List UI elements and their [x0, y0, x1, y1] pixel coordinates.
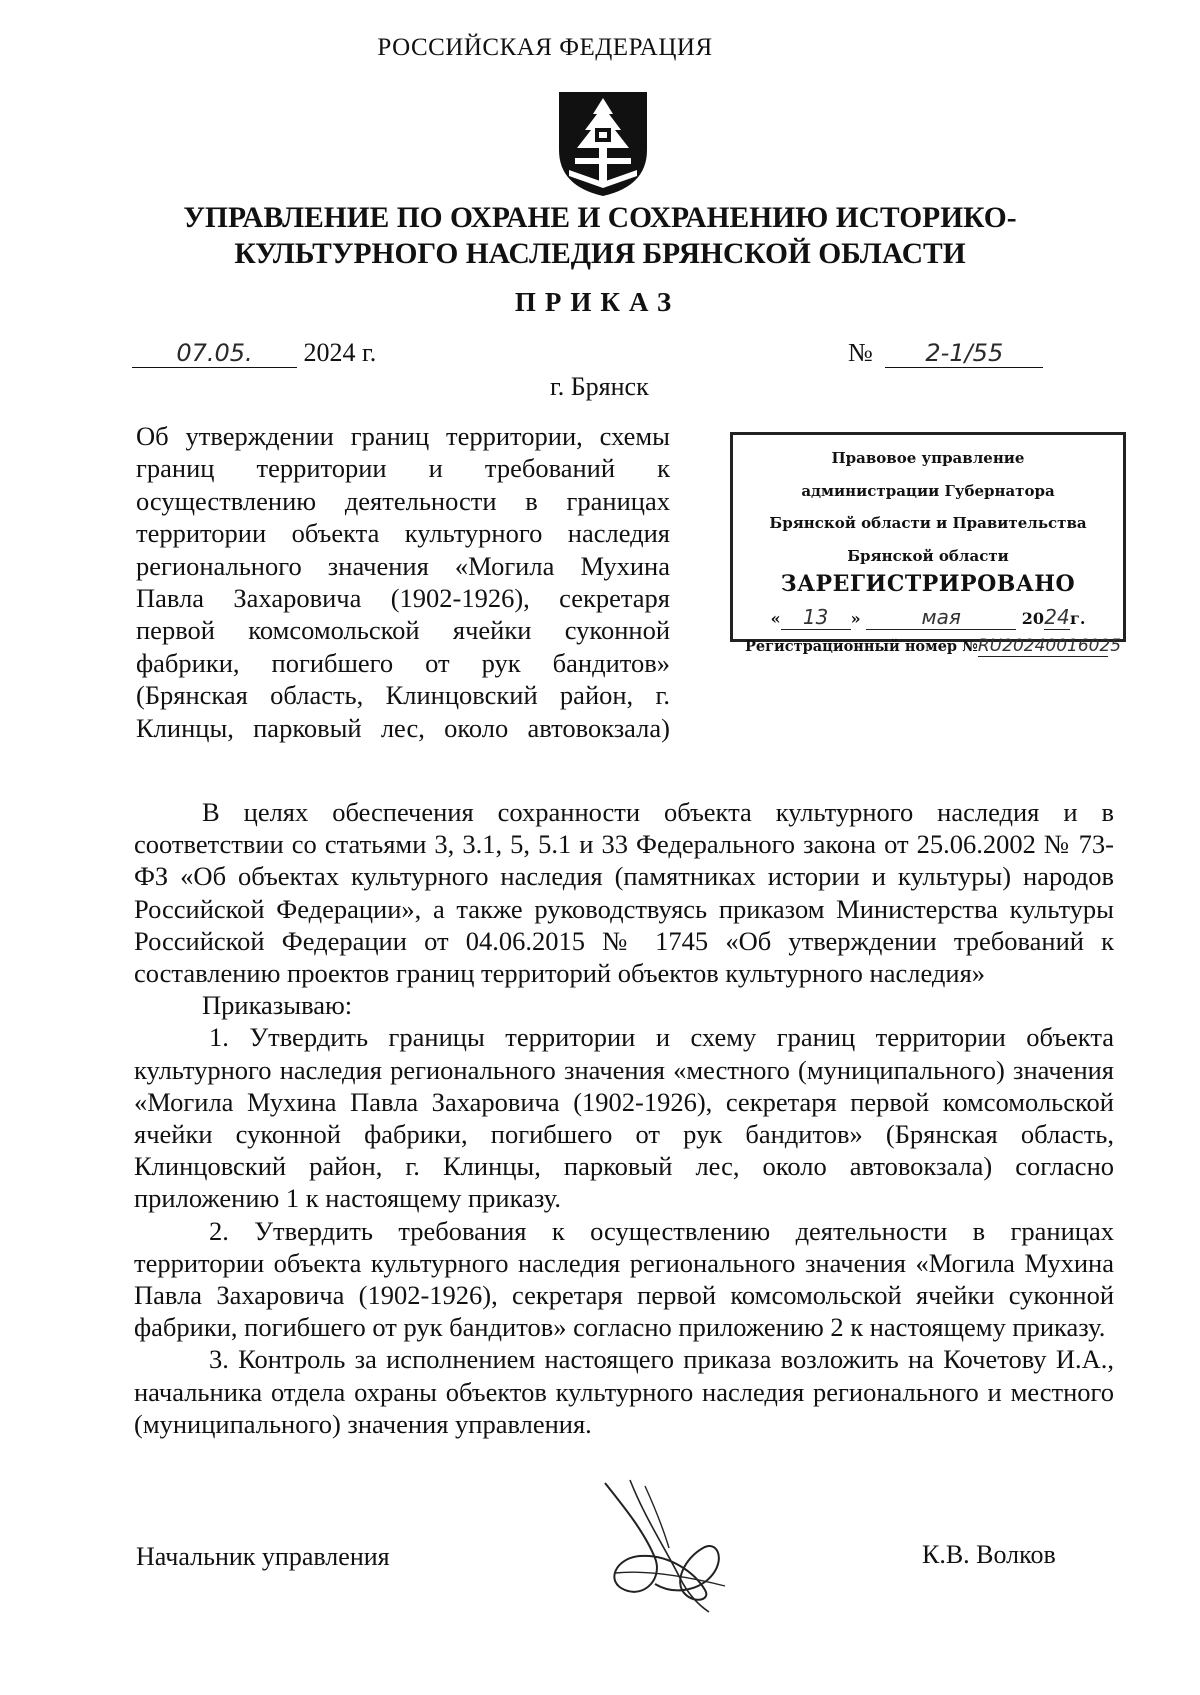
signatory-name: К.В. Волков: [922, 1540, 1056, 1569]
order-subject: [136, 420, 670, 744]
stamp-org-line: Брянской области: [847, 546, 1009, 565]
country-heading: РОССИЙСКАЯ ФЕДЕРАЦИЯ: [377, 34, 713, 61]
subject-text: Об утверждении границ территории, схемы границ территории и требований к осуществлению деятельности в границах территории объекта культурного наследия регионального значения «Могила Мухина Павла Захаровича (1902-1926), секретаря первой комсомольской ячейки суконной фабрики, погибшего от рук бандитов»: [136, 421, 670, 678]
preamble-paragraph: В целях обеспечения сохранности объекта культурного наследия и в соответствии со статьями 3, 3.1, 5, 5.1 и 33 Федерального закона от 25.06.2002 № 73-ФЗ «Об объектах культурного наследия (памятниках истории и культуры) народов Российской Федерации», а также руководствуясь приказом Министерства культуры Российской Федерации от 04.06.2015 № 1745 «Об утверждении требований к составлению проектов границ территорий объектов культурного наследия»: [134, 797, 1114, 989]
order-date: [132, 338, 376, 368]
document-type-title: ПРИКАЗ: [514, 287, 681, 317]
agency-name: УПРАВЛЕНИЕ ПО ОХРАНЕ И СОХРАНЕНИЮ ИСТОРИКО-КУЛЬТУРНОГО НАСЛЕДИЯ БРЯНСКОЙ ОБЛАСТИ: [183, 202, 1017, 270]
order-item-3: 3. Контроль за исполнением настоящего приказа возложить на Кочетову И.А., начальника отдела охраны объектов культурного наследия регионального и местного (муниципального) значения управления.: [134, 1344, 1114, 1439]
stamp-day: 13: [781, 605, 851, 630]
handwritten-signature: [585, 1478, 745, 1618]
number-sign: №: [848, 338, 873, 367]
stamp-date-line: « 13 » мая 2024г.: [770, 605, 1086, 629]
signatory-position: Начальник управления: [136, 1542, 390, 1571]
order-item-1: 1. Утвердить границы территории и схему границ территории объекта культурного наследия регионального значения «местного (муниципального) значения «Могила Мухина Павла Захаровича (1902-1926), секретаря первой комсомольской ячейки суконной фабрики, погибшего от рук бандитов» (Брянская область, Клинцовский район, г. Клинцы, парковый лес, около автовокзала) согласно приложению 1 к настоящему приказу.: [134, 1022, 1114, 1214]
stamp-org-line: администрации Губернатора: [801, 481, 1055, 500]
stamp-year: 24: [1044, 605, 1070, 629]
order-number: [848, 338, 1043, 368]
city-name: г. Брянск: [550, 372, 649, 401]
handwritten-number: 2-1/55: [885, 339, 1043, 368]
handwritten-date: 07.05.: [132, 339, 297, 368]
order-year: 2024 г.: [303, 338, 377, 367]
stamp-org-line: Брянской области и Правительства: [769, 514, 1087, 532]
order-body: [134, 796, 1114, 1440]
stamp-org-line: Правовое управление: [831, 449, 1025, 467]
registration-stamp: [730, 432, 1126, 656]
order-item-2: 2. Утвердить требования к осуществлению деятельности в границах территории объекта культурного наследия регионального значения «Могила Мухина Павла Захаровича (1902-1926), секретаря первой комсомольской ячейки суконной фабрики, погибшего от рук бандитов» согласно приложению 2 к настоящему приказу.: [134, 1215, 1114, 1343]
stamp-registered-label: ЗАРЕГИСТРИРОВАНО: [780, 571, 1076, 597]
stamp-reg-number-line: [733, 636, 1123, 657]
coat-of-arms-emblem: [555, 88, 651, 198]
stamp-month: мая: [866, 605, 1016, 630]
stamp-reg-label: Регистрационный номер №: [745, 638, 978, 655]
order-word: Приказываю:: [202, 990, 353, 1021]
subject-location: (Брянская область, Клинцовский район, г. Клинцы, парковый лес, около автовокзала): [136, 680, 670, 743]
stamp-reg-number: RU20240016025: [977, 636, 1122, 656]
